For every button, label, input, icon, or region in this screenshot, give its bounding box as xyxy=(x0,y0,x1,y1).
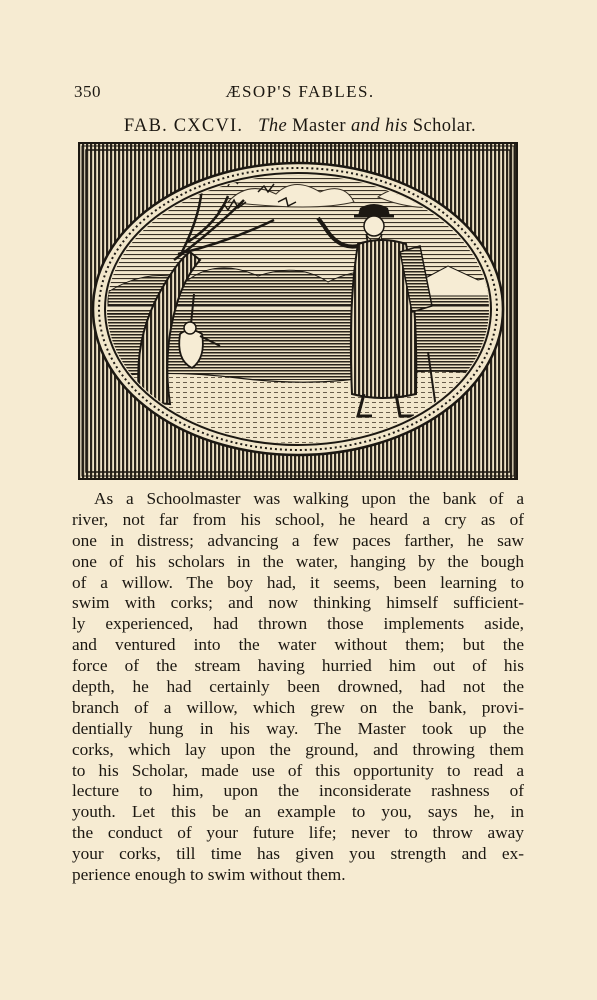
text-line: As a Schoolmaster was walking upon the bank of a xyxy=(94,489,524,508)
text-line: one in distress; advancing a few paces farther, he saw xyxy=(72,530,524,550)
text-line: to his Scholar, made use of this opportunity to read a xyxy=(72,760,524,780)
fable-title-scholar: Scholar. xyxy=(412,116,477,136)
fable-title-master: Master xyxy=(292,116,346,136)
text-line: the conduct of your future life; never to throw away xyxy=(72,823,524,843)
text-line: perience enough to swim without them. xyxy=(72,865,346,885)
fable-number: FAB. CXCVI. xyxy=(123,116,244,136)
text-line: depth, he had certainly been drowned, had not the xyxy=(72,677,524,697)
text-line: ly experienced, had thrown those implements aside, xyxy=(72,614,524,634)
text-line: river, not far from his school, he heard a cry as of xyxy=(72,509,524,529)
woodcut-engraving-icon xyxy=(78,142,518,480)
text-line: corks, which lay upon the ground, and throwing them xyxy=(72,739,524,759)
text-line: and ventured into the water without them; but the xyxy=(72,635,524,655)
text-line: branch of a willow, which grew on the bank, provi- xyxy=(72,697,524,717)
fable-title-and-his: and his xyxy=(350,116,408,136)
fable-heading xyxy=(74,116,526,137)
running-head xyxy=(74,82,526,106)
text-line: lecture to him, upon the inconsiderate rashness of xyxy=(72,781,524,801)
text-line: of a willow. The boy had, it seems, been learning to xyxy=(72,572,524,592)
text-line: your corks, till time has given you strength and ex- xyxy=(72,844,524,864)
text-line: force of the stream having hurried him out of his xyxy=(72,656,524,676)
page-number: 350 xyxy=(74,82,101,101)
book-title: ÆSOP'S FABLES. xyxy=(225,82,375,101)
text-line: youth. Let this be an example to you, says he, in xyxy=(72,802,524,822)
fable-text xyxy=(72,489,524,886)
fable-title-the: The xyxy=(258,116,288,136)
text-line: one of his scholars in the water, hanging by the bough xyxy=(72,551,524,571)
text-line: swim with corks; and now thinking himself sufficient- xyxy=(72,593,524,613)
text-line: dentially hung in his way. The Master took up the xyxy=(72,718,524,738)
